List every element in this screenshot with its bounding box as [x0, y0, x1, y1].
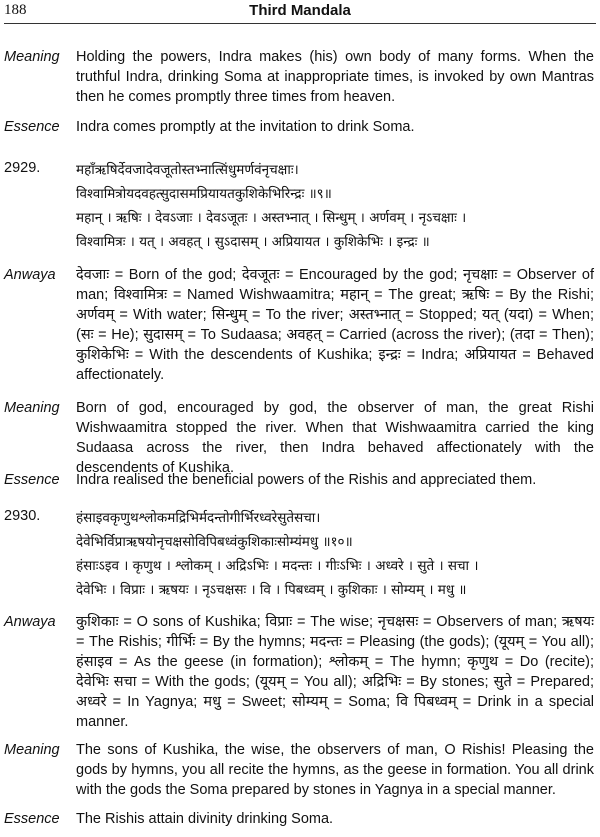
meaning-text: Holding the powers, Indra makes (his) own body of many forms. When the truthful Indra, drinking Soma at inappropriate times, is invoked by own Mantras then he comes promptly three times from heaven. — [76, 49, 594, 105]
verse-line: महान् । ऋषिः । देवऽजाः । देवऽजूतः । अस्तभ्नात् । सिन्धुम् । अर्णवम् । नृऽचक्षाः । — [76, 210, 467, 226]
meaning-label: Meaning — [4, 49, 60, 65]
page-number: 188 — [4, 2, 27, 18]
header-rule — [4, 23, 596, 24]
anwaya-text: कुशिकाः = O sons of Kushika; विप्राः = The wise; नृचक्षसः = Observers of man; ऋषयः = The Rishis; गीर्भिः = By the hymns; मदन्तः = Pleasing (the gods); (यूयम् = You all); हंसाइव = As the geese (in formation); श्लोकम् = The hymn; कृणुथ = Do (recite); देवेभिः सचा = With the gods; (यूयम् = You all); अद्रिभिः = By stones; सुते = Prepared; अध्वरे = In Yagnya; मधु = Sweet; सोम्यम् = Soma; वि पिबध्वम् = Drink in a special manner. — [76, 614, 594, 730]
verse-line: हंसाइवकृणुथश्लोकमद्रिभिर्मदन्तोगीर्भिरध्वरेसुतेसचा। — [76, 510, 321, 526]
meaning-text: Born of god, encouraged by god, the observer of man, the great Rishi Wishwaamitra stopped the river. When that Wishwaamitra carried the king Sudaasa across the river, then Indra behaved affectionately with the descendents of Kushika. — [76, 400, 594, 476]
anwaya-label: Anwaya — [4, 267, 56, 283]
verse-text — [76, 506, 594, 602]
verse-line: देवेभिर्विप्राऋषयोनृचक्षसोविपिबध्वंकुशिकाःसोम्यंमधु ॥१०॥ — [76, 534, 353, 550]
essence-row — [4, 117, 594, 137]
anwaya-row — [4, 612, 594, 732]
verse-line: हंसाःऽइव । कृणुथ । श्लोकम् । अद्रिऽभिः । मदन्तः । गीःऽभिः । अध्वरे । सुते । सचा । — [76, 558, 479, 574]
verse-line: विश्वामित्रोयदवहत्सुदासमप्रियायतकुशिकेभिरिन्द्रः ॥९॥ — [76, 186, 332, 202]
essence-label: Essence — [4, 811, 60, 827]
meaning-label: Meaning — [4, 742, 60, 758]
verse-line: देवेभिः । विप्राः । ऋषयः । नृऽचक्षसः । वि । पिबध्वम् । कुशिकाः । सोम्यम् । मधु ॥ — [76, 582, 467, 598]
verse-block — [4, 158, 594, 254]
verse-number: 2930. — [4, 508, 41, 524]
essence-text: The Rishis attain divinity drinking Soma. — [76, 811, 334, 827]
essence-text: Indra comes promptly at the invitation to drink Soma. — [76, 119, 415, 135]
essence-row — [4, 470, 594, 490]
essence-text: Indra realised the beneficial powers of the Rishis and appreciated them. — [76, 472, 537, 488]
meaning-text: The sons of Kushika, the wise, the observers of man, O Rishis! Pleasing the gods by hymns, you all recite the hymns, as the geese in formation. You all drink with the gods the Soma prepared by stones in Yagnya in a special manner. — [76, 742, 594, 798]
verse-text — [76, 158, 594, 254]
meaning-row — [4, 47, 594, 107]
essence-label: Essence — [4, 119, 60, 135]
meaning-label: Meaning — [4, 400, 60, 416]
meaning-row — [4, 740, 594, 800]
anwaya-row — [4, 265, 594, 385]
page-title: Third Mandala — [249, 2, 351, 19]
meaning-row — [4, 398, 594, 478]
anwaya-text: देवजाः = Born of the god; देवजूतः = Encouraged by the god; नृचक्षाः = Observer of man; विश्वामित्रः = Named Wishwaamitra; महान् = The great; ऋषिः = By the Rishi; अर्णवम् = With water; सिन्धुम् = To the river; अस्तभ्नात् = Stopped; यत् (यदा) = When; (सः = He); सुदासम् = To Sudaasa; अवहत् = Carried (across the river); (तदा = Then); कुशिकेभिः = With the descendents of Kushika; इन्द्रः = Indra; अप्रियायत = Behaved affectionately. — [76, 267, 594, 383]
essence-row — [4, 809, 594, 829]
verse-block — [4, 506, 594, 602]
page-header — [0, 0, 600, 22]
anwaya-label: Anwaya — [4, 614, 56, 630]
essence-label: Essence — [4, 472, 60, 488]
verse-number: 2929. — [4, 160, 41, 176]
verse-line: विश्वामित्रः । यत् । अवहत् । सुऽदासम् । अप्रियायत । कुशिकेभिः । इन्द्रः ॥ — [76, 234, 430, 250]
verse-line: महाँऋषिर्देवजादेवजूतोस्तभ्नात्सिंधुमर्णवंनृचक्षाः। — [76, 162, 299, 178]
